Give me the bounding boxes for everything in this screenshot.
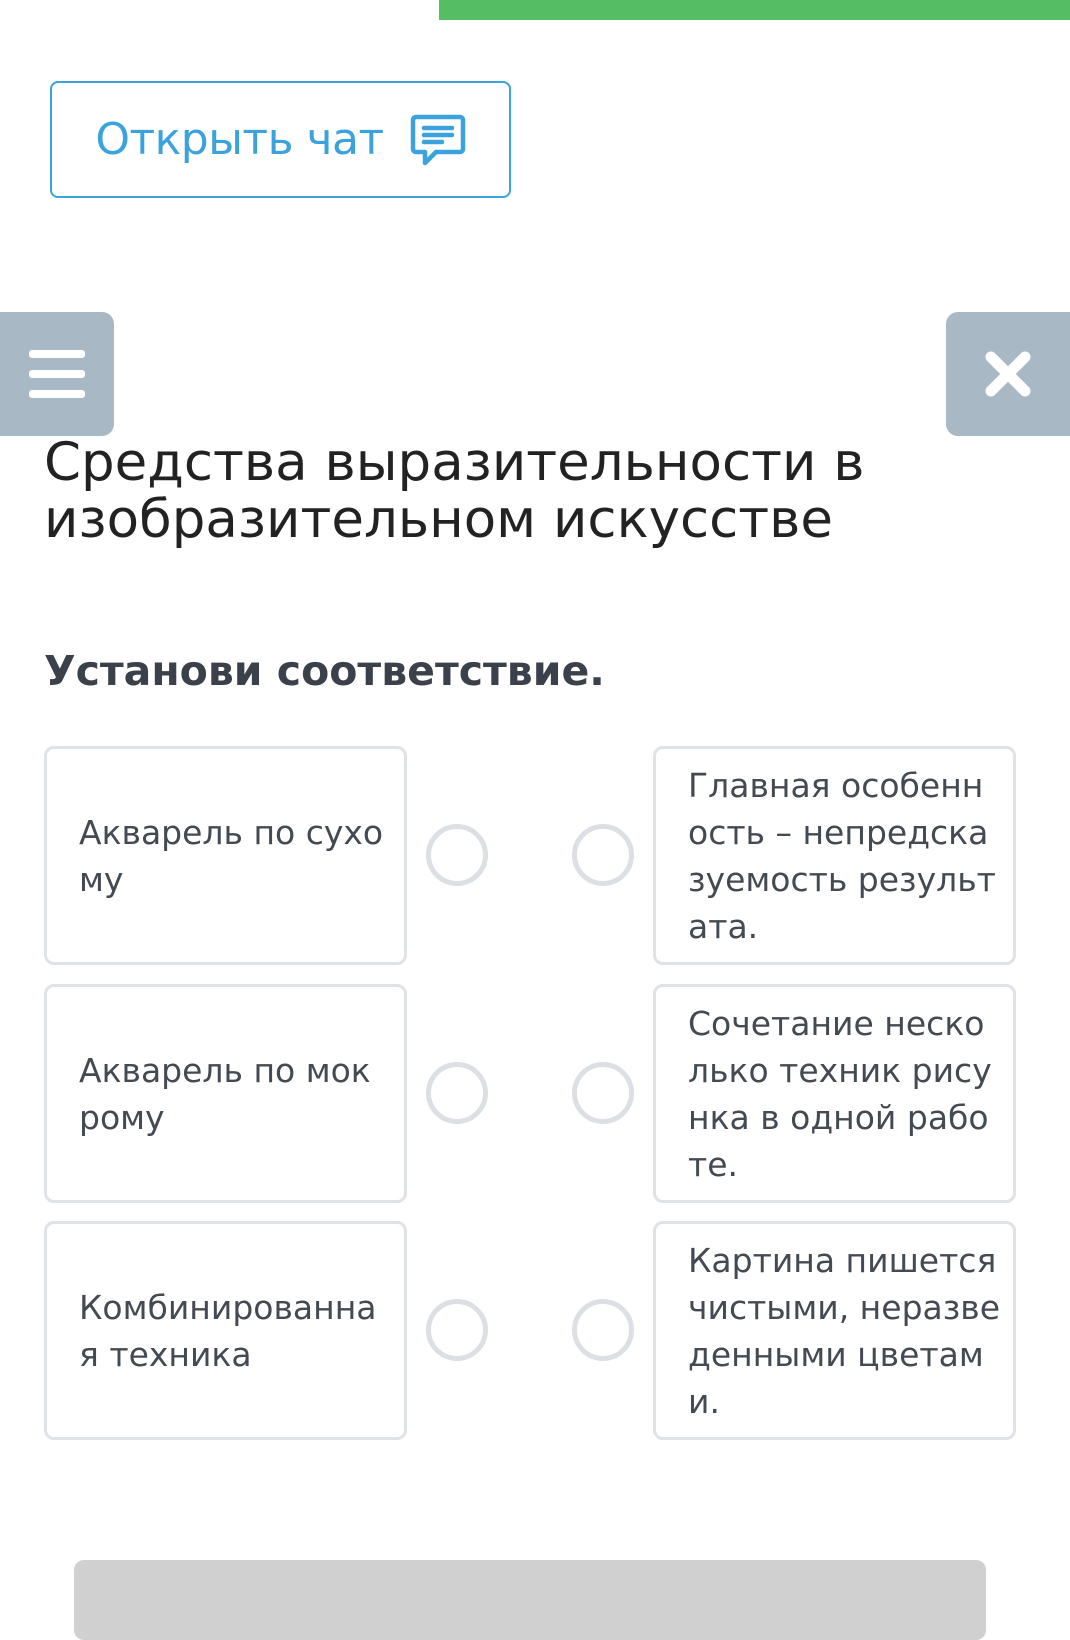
right-connector-2[interactable] (572, 1062, 634, 1124)
left-connector-1[interactable] (426, 824, 488, 886)
left-option-card-3[interactable] (44, 1221, 407, 1440)
open-chat-label: Открыть чат (95, 114, 384, 165)
right-connector-1[interactable] (572, 824, 634, 886)
exercise-instruction: Установи соответствие. (44, 647, 605, 695)
right-option-label: Картина пишется чистыми, неразведенными цветами. (688, 1240, 1001, 1421)
chat-message-icon (410, 112, 466, 168)
page-title: Средства выразительности в изобразительном искусстве (44, 432, 865, 550)
right-option-card-3[interactable] (653, 1221, 1016, 1440)
left-option-card-2[interactable] (44, 984, 407, 1203)
left-connector-2[interactable] (426, 1062, 488, 1124)
menu-button[interactable] (0, 312, 114, 436)
left-connector-3[interactable] (426, 1299, 488, 1361)
left-option-label: Акварель по сухому (79, 812, 384, 899)
close-button[interactable] (946, 312, 1070, 436)
right-option-card-2[interactable] (653, 984, 1016, 1203)
right-connector-3[interactable] (572, 1299, 634, 1361)
submit-button[interactable] (74, 1560, 986, 1640)
right-option-label: Сочетание несколько техник рисунка в одной работе. (688, 1003, 992, 1184)
right-option-label: Главная особенность – непредсказуемость результата. (688, 765, 996, 946)
right-option-card-1[interactable] (653, 746, 1016, 965)
close-icon (985, 351, 1031, 397)
left-option-label: Комбинированная техника (79, 1287, 377, 1374)
left-option-label: Акварель по мокрому (79, 1050, 371, 1137)
progress-bar (439, 0, 1070, 20)
open-chat-button[interactable] (50, 81, 511, 198)
left-option-card-1[interactable] (44, 746, 407, 965)
hamburger-menu-icon (29, 350, 85, 398)
